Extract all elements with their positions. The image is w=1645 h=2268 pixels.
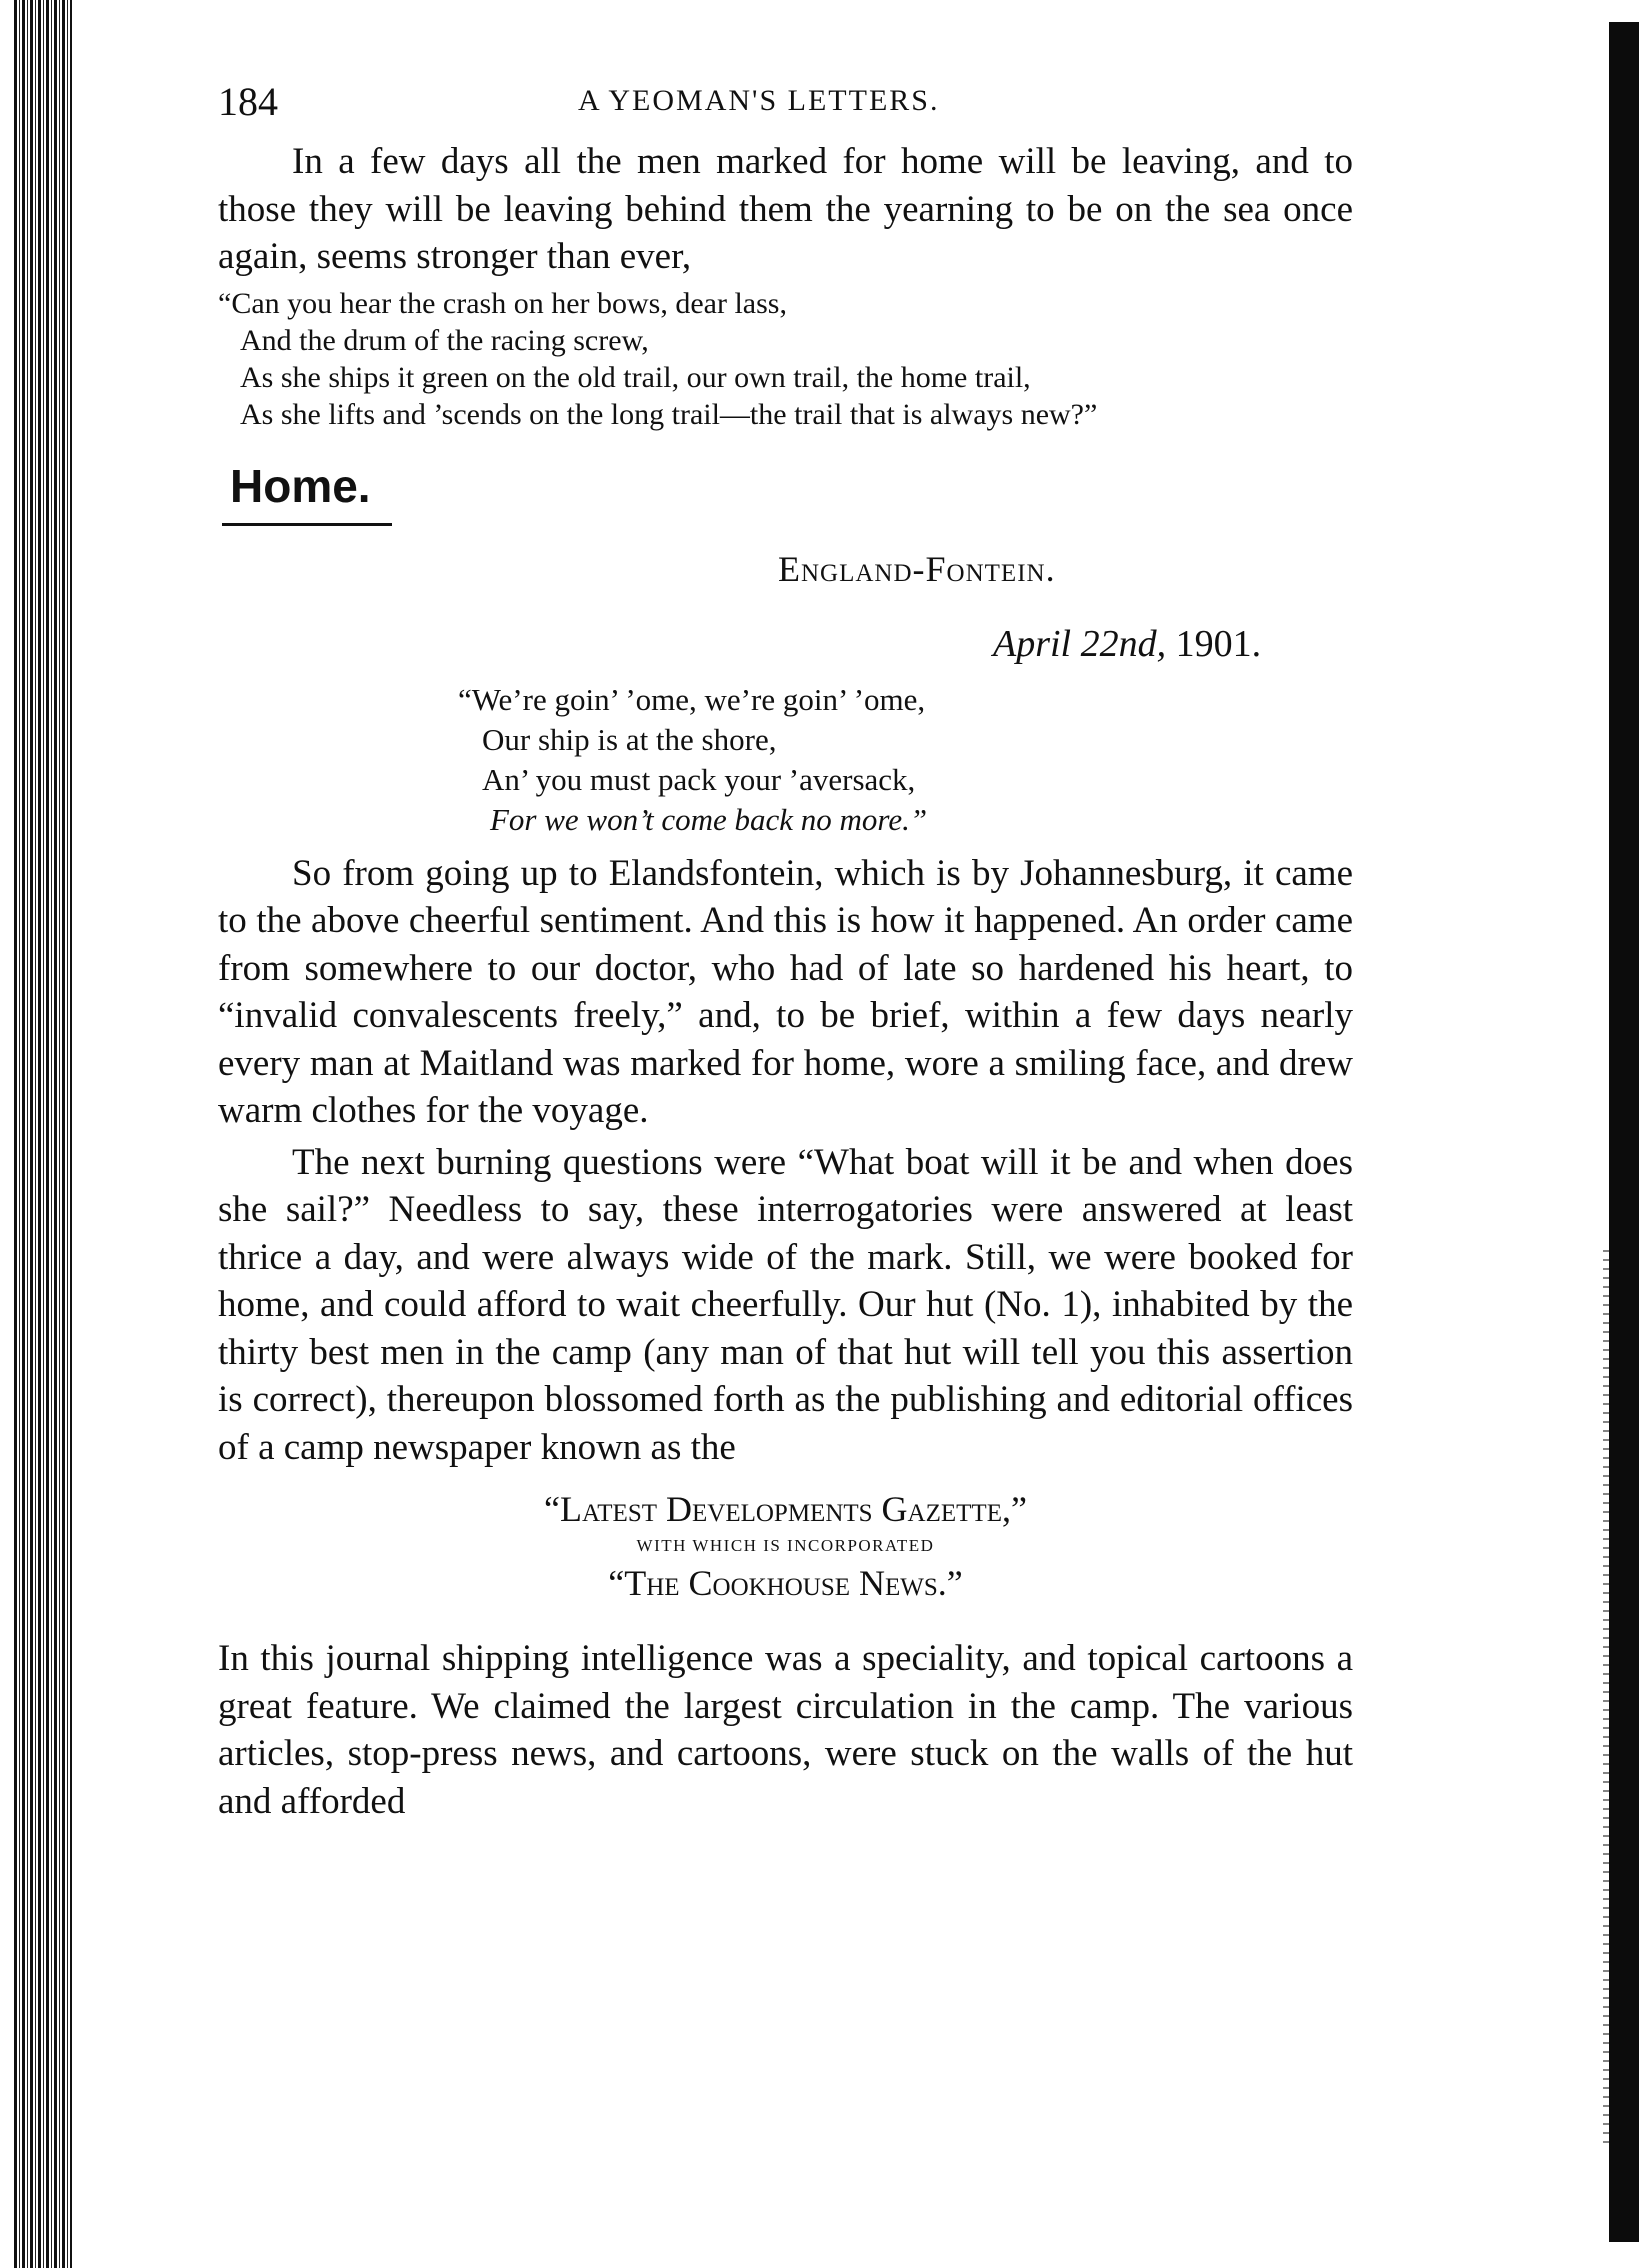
heading-underline (222, 523, 392, 526)
gazette-title: “Latest Developments Gazette,” (544, 1489, 1027, 1529)
binding-margin (0, 0, 14, 2268)
verse-line: And the drum of the racing screw, (240, 323, 649, 357)
gazette-subtitle: WITH WHICH IS INCORPORATED (636, 1536, 935, 1555)
letter-place: England-Fontein. (778, 548, 1056, 589)
date-month-day: April 22nd, (993, 622, 1167, 665)
poem-stanza-2 (458, 680, 1353, 840)
verse-line: As she ships it green on the old trail, our own trail, the home trail, (240, 360, 1031, 394)
page-number: 184 (218, 79, 278, 124)
book-page (218, 78, 1353, 1825)
section-heading: Home. (230, 459, 371, 512)
verse-line: “We’re goin’ ’ome, we’re goin’ ’ome, (458, 681, 926, 717)
page-edge-shadow (1609, 22, 1639, 2242)
gazette-title-block (218, 1487, 1353, 1605)
page-edge-marks (1603, 1250, 1609, 2150)
verse-line: An’ you must pack your ’aversack, (482, 761, 916, 797)
page-header (218, 78, 1353, 138)
letter-date (993, 622, 1353, 680)
paragraph: In this journal shipping intelligence was a speciality, and topical cartoons a great feature. We claimed the largest circulation in the camp. The various articles, stop-press news, and cartoons, were stuck on the walls of the hut and afforded (218, 1638, 1353, 1822)
verse-line: Our ship is at the shore, (482, 721, 777, 757)
poem-stanza-1 (218, 285, 1353, 433)
date-year: 1901. (1175, 622, 1262, 665)
paragraph: So from going up to Elandsfontein, which is by Johannesburg, it came to the above cheerful sentiment. And this is how it happened. An order came from somewhere to our doctor, who had of late so hardened his heart, to “invalid convalescents freely,” and, to be brief, within a few days nearly every man at Maitland was marked for home, wore a smiling face, and drew warm clothes for the voyage. (218, 852, 1353, 1131)
verse-line: “Can you hear the crash on her bows, dear lass, (218, 286, 787, 320)
book-spine-edge (14, 0, 72, 2268)
paragraph: The next burning questions were “What boat will it be and when does she sail?” Needless to say, these interrogatories were answered at least thrice a day, and were always wide of the mark. Still, we were booked for home, and could afford to wait cheerfully. Our hut (No. 1), inhabited by the thirty best men in the camp (any man of that hut will tell you this assertion is correct), thereupon blossomed forth as the publishing and editorial offices of a camp newspaper known as the (218, 1141, 1353, 1468)
verse-line: For we won’t come back no more.” (490, 801, 928, 837)
intro-paragraph: In a few days all the men marked for home will be leaving, and to those they will be leaving behind them the yearning to be on the sea once again, seems stronger than ever, (218, 141, 1353, 277)
running-head: A YEOMAN'S LETTERS. (578, 84, 940, 117)
gazette-title-2: “The Cookhouse News.” (608, 1563, 963, 1603)
verse-line: As she lifts and ’scends on the long trail—the trail that is always new?” (240, 397, 1098, 431)
